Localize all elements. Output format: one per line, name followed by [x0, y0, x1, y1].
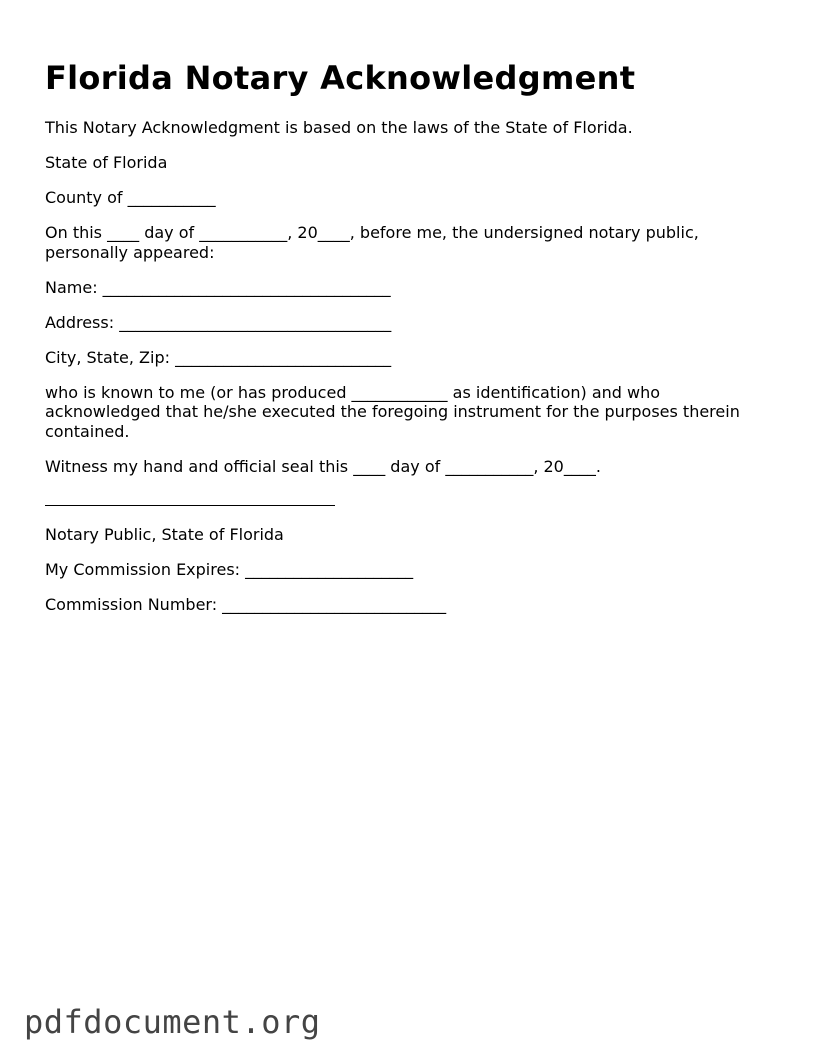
- state-line: State of Florida: [45, 153, 168, 172]
- commission-expires-line: My Commission Expires: _____________________: [45, 560, 414, 579]
- document-page: [45, 58, 765, 630]
- appearance-paragraph: On this ____ day of ___________, 20____, before me, the undersigned notary public, personally appeared:: [45, 223, 699, 262]
- identification-paragraph: who is known to me (or has produced ____________ as identification) and who acknowledged that he/she executed the foregoing instrument for the purposes therein contained.: [45, 382, 740, 441]
- name-field-line: Name: ____________________________________: [45, 277, 391, 297]
- city-state-zip-field-line: City, State, Zip: ___________________________: [45, 347, 392, 367]
- notary-signature-line: [45, 504, 335, 506]
- document-title: Florida Notary Acknowledgment: [45, 59, 636, 97]
- witness-paragraph: Witness my hand and official seal this ____ day of ___________, 20____.: [45, 456, 601, 476]
- county-line: County of ___________: [45, 188, 216, 207]
- commission-number-line: Commission Number: ____________________________: [45, 595, 447, 614]
- address-field-line: Address: __________________________________: [45, 312, 392, 332]
- intro-paragraph: This Notary Acknowledgment is based on the laws of the State of Florida.: [45, 118, 633, 137]
- notary-title-line: Notary Public, State of Florida: [45, 525, 284, 544]
- watermark-text: pdfdocument.org: [24, 1003, 321, 1041]
